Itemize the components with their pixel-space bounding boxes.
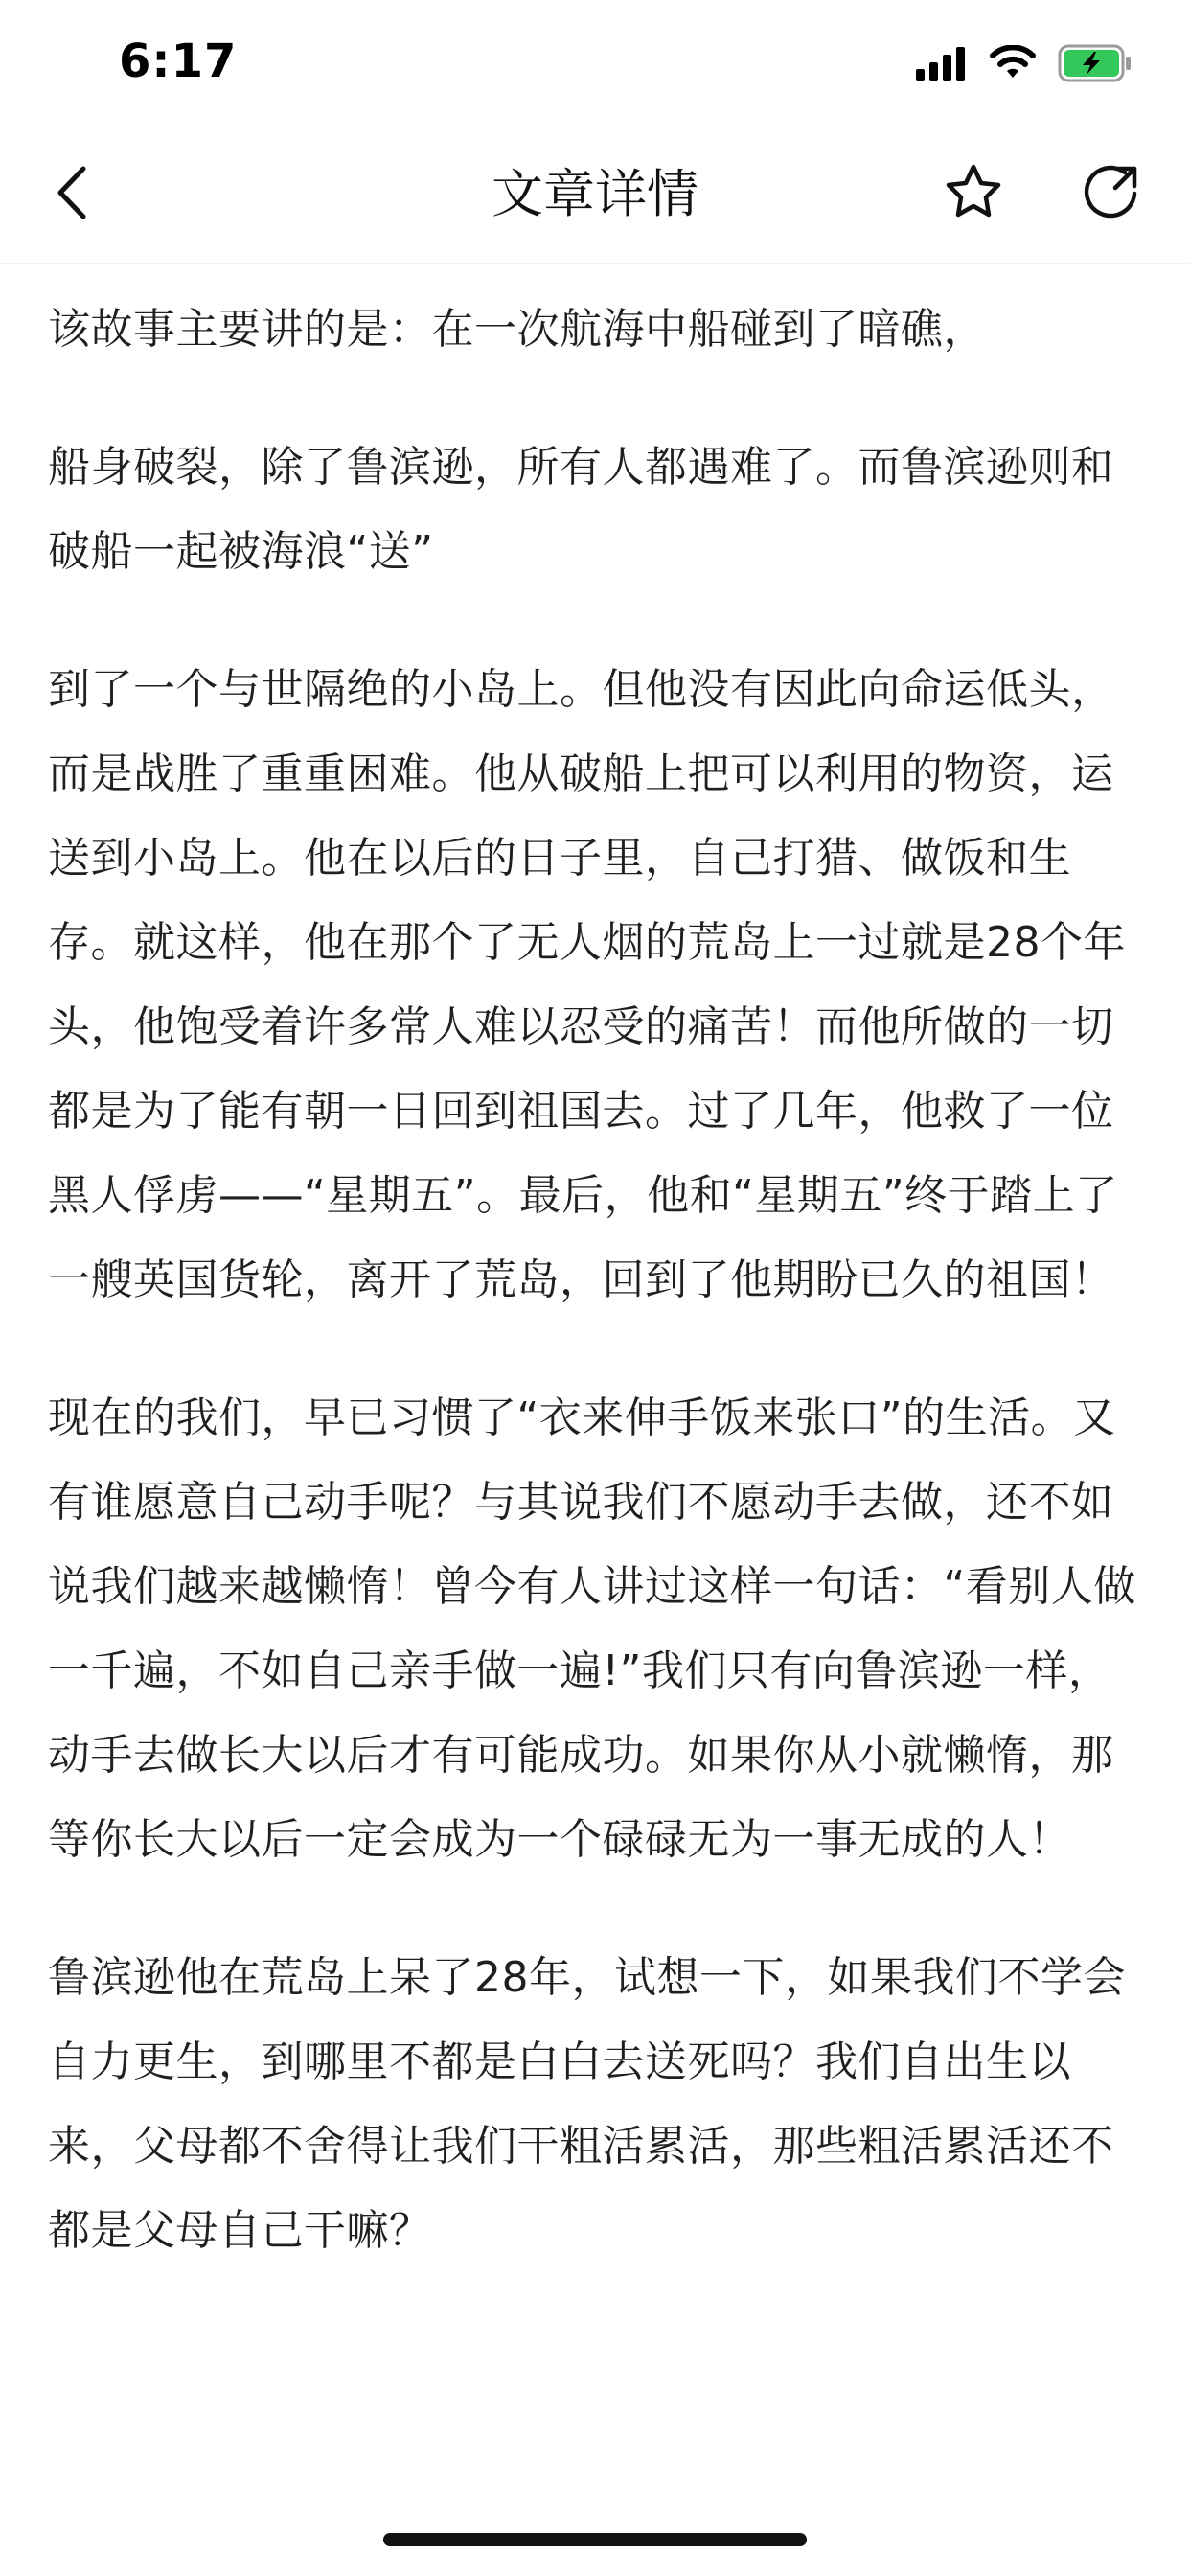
article-body — [48, 288, 1146, 2327]
star-icon — [943, 162, 1004, 225]
battery-charging-icon — [1058, 44, 1133, 86]
article-paragraph: 鲁滨逊他在荒岛上呆了28年，试想一下，如果我们不学会自力更生，到哪里不都是白白去送死吗？我们自出生以来，父母都不舍得让我们干粗活累活，那些粗活累活还不都是父母自己干嘛？ — [48, 1953, 1126, 2255]
status-time: 6:17 — [119, 34, 238, 88]
home-indicator[interactable] — [383, 2533, 807, 2546]
favorite-button[interactable] — [937, 157, 1010, 230]
article-paragraph: 该故事主要讲的是：在一次航海中船碰到了暗礁， — [48, 305, 986, 354]
article-paragraph: 到了一个与世隔绝的小岛上。但他没有因此向命运低头，而是战胜了重重困难。他从破船上把可以利用的物资，运送到小岛上。他在以后的日子里，自己打猎、做饭和生存。就这样，他在那个了无人烟的荒岛上一过就是28个年头，他饱受着许多常人难以忍受的痛苦！而他所做的一切都是为了能有朝一日回到祖国去。过了几年，他救了一位黑人俘虏——“星期五”。最后，他和“星期五”终于踏上了一艘英国货轮，离开了荒岛，回到了他期盼已久的祖国！ — [48, 665, 1126, 1304]
status-icons — [916, 44, 1133, 86]
share-icon — [1083, 163, 1140, 224]
article-paragraph: 船身破裂，除了鲁滨逊，所有人都遇难了。而鲁滨逊则和破船一起被海浪“送” — [48, 443, 1114, 576]
page-title: 文章详情 — [492, 164, 698, 224]
article-paragraph: 现在的我们，早已习惯了“衣来伸手饭来张口”的生活。又有谁愿意自己动手呢？与其说我们不愿动手去做，还不如说我们越来越懒惰！曾今有人讲过这样一句话：“看别人做一千遍，不如自己亲手做一遍!”我们只有向鲁滨逊一样，动手去做长大以后才有可能成功。如果你从小就懒惰，那等你长大以后一定会成为一个碌碌无为一事无成的人！ — [48, 1393, 1136, 1864]
share-button[interactable] — [1075, 157, 1148, 230]
status-bar — [0, 0, 1190, 126]
back-button[interactable] — [38, 161, 105, 228]
nav-bar — [0, 126, 1190, 264]
cellular-signal-icon — [916, 46, 968, 84]
wifi-icon — [989, 45, 1037, 85]
chevron-left-icon — [53, 165, 91, 224]
